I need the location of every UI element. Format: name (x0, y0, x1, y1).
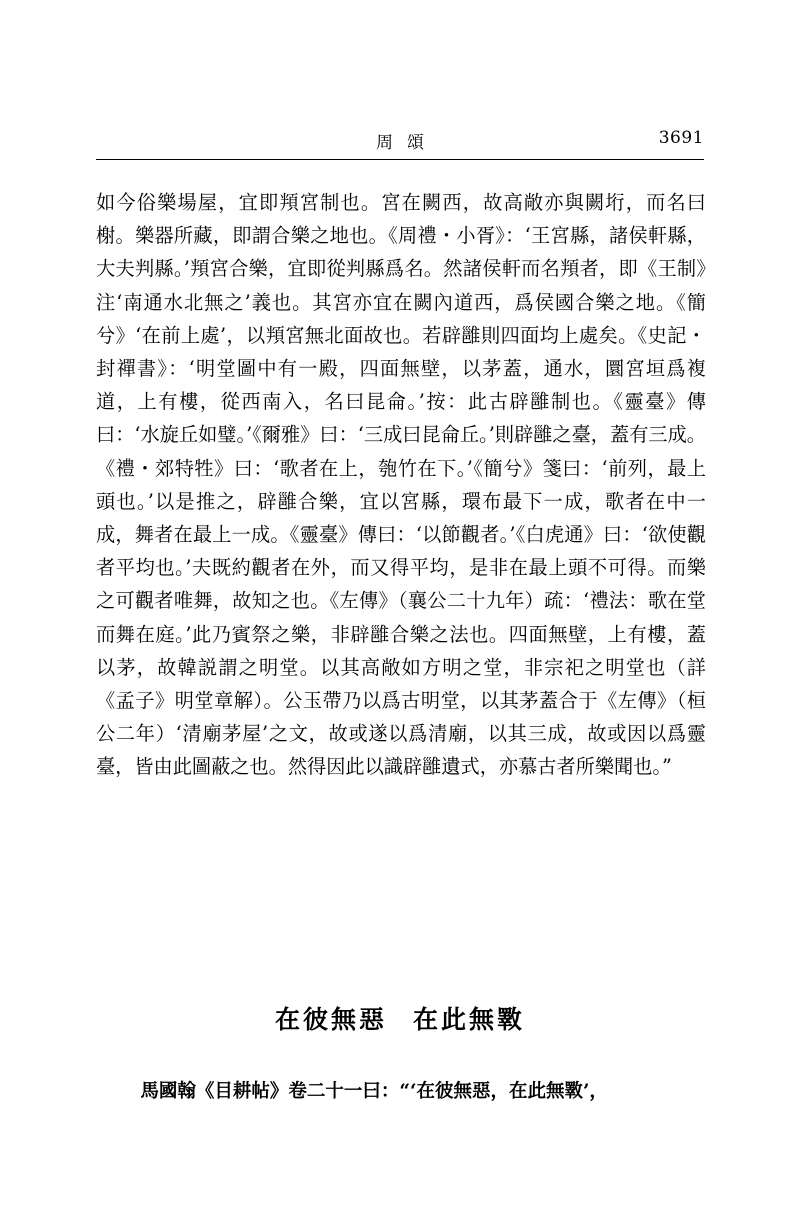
section-heading-right: 在此無斁 (413, 1005, 526, 1034)
body-text-block (96, 186, 706, 784)
subsection-text-block (96, 1075, 706, 1108)
section-heading (96, 1000, 704, 1036)
running-title: 周頌 (376, 133, 438, 153)
page-number: 3691 (658, 128, 704, 148)
header-divider (96, 159, 704, 160)
page-header-inner (96, 128, 704, 153)
body-paragraph: 如今俗樂場屋，宜即頖宮制也。宮在闕西，故高敞亦與闕垳，而名曰榭。樂器所藏，即謂合樂之地也。《周禮・小胥》：‘王宮縣，諸侯軒縣，大夫判縣。’頖宮合樂，宜即從判縣爲名。然諸侯軒而名頖者，即《王制》注‘南通水北無之’義也。其宮亦宜在闕內道西，爲侯國合樂之地。《簡兮》‘在前上處’，以頖宮無北面故也。若辟雝則四面均上處矣。《史記・封禪書》：‘明堂圖中有一殿，四面無壁，以茅蓋，通水，圜宮垣爲複道，上有樓，從西南入，名曰昆侖。’按：此古辟雝制也。《靈臺》傳曰：‘水旋丘如璧。’《爾雅》曰：‘三成曰昆侖丘。’則辟雝之臺，蓋有三成。《禮・郊特牲》曰：‘歌者在上，匏竹在下。’《簡兮》箋曰：‘前列，最上頭也。’以是推之，辟雝合樂，宜以宮縣，環布最下一成，歌者在中一成，舞者在最上一成。《靈臺》傳曰：‘以節觀者。’《白虎通》曰：‘欲使觀者平均也。’夫既約觀者在外，而又得平均，是非在最上頭不可得。而樂之可觀者唯舞，故知之也。《左傳》（襄公二十九年）疏：‘禮法：歌在堂而舞在庭。’此乃賓祭之樂，非辟雝合樂之法也。四面無壁，上有樓，蓋以茅，故韓説謂之明堂。以其高敞如方明之堂，非宗祀之明堂也（詳《孟子》明堂章解）。公玉帶乃以爲古明堂，以其茅蓋合于《左傳》（桓公二年）‘清廟茅屋’之文，故或遂以爲清廟，以其三成，故或因以爲靈臺，皆由此圖蔽之也。然得因此以識辟雝遺式，亦慕古者所樂聞也。” (96, 191, 706, 779)
section-heading-left: 在彼無惡 (274, 1005, 387, 1034)
page-header (96, 128, 704, 160)
subsection-paragraph: 馬國翰《目耕帖》卷二十一曰：“‘在彼無惡，在此無斁’， (140, 1081, 608, 1102)
